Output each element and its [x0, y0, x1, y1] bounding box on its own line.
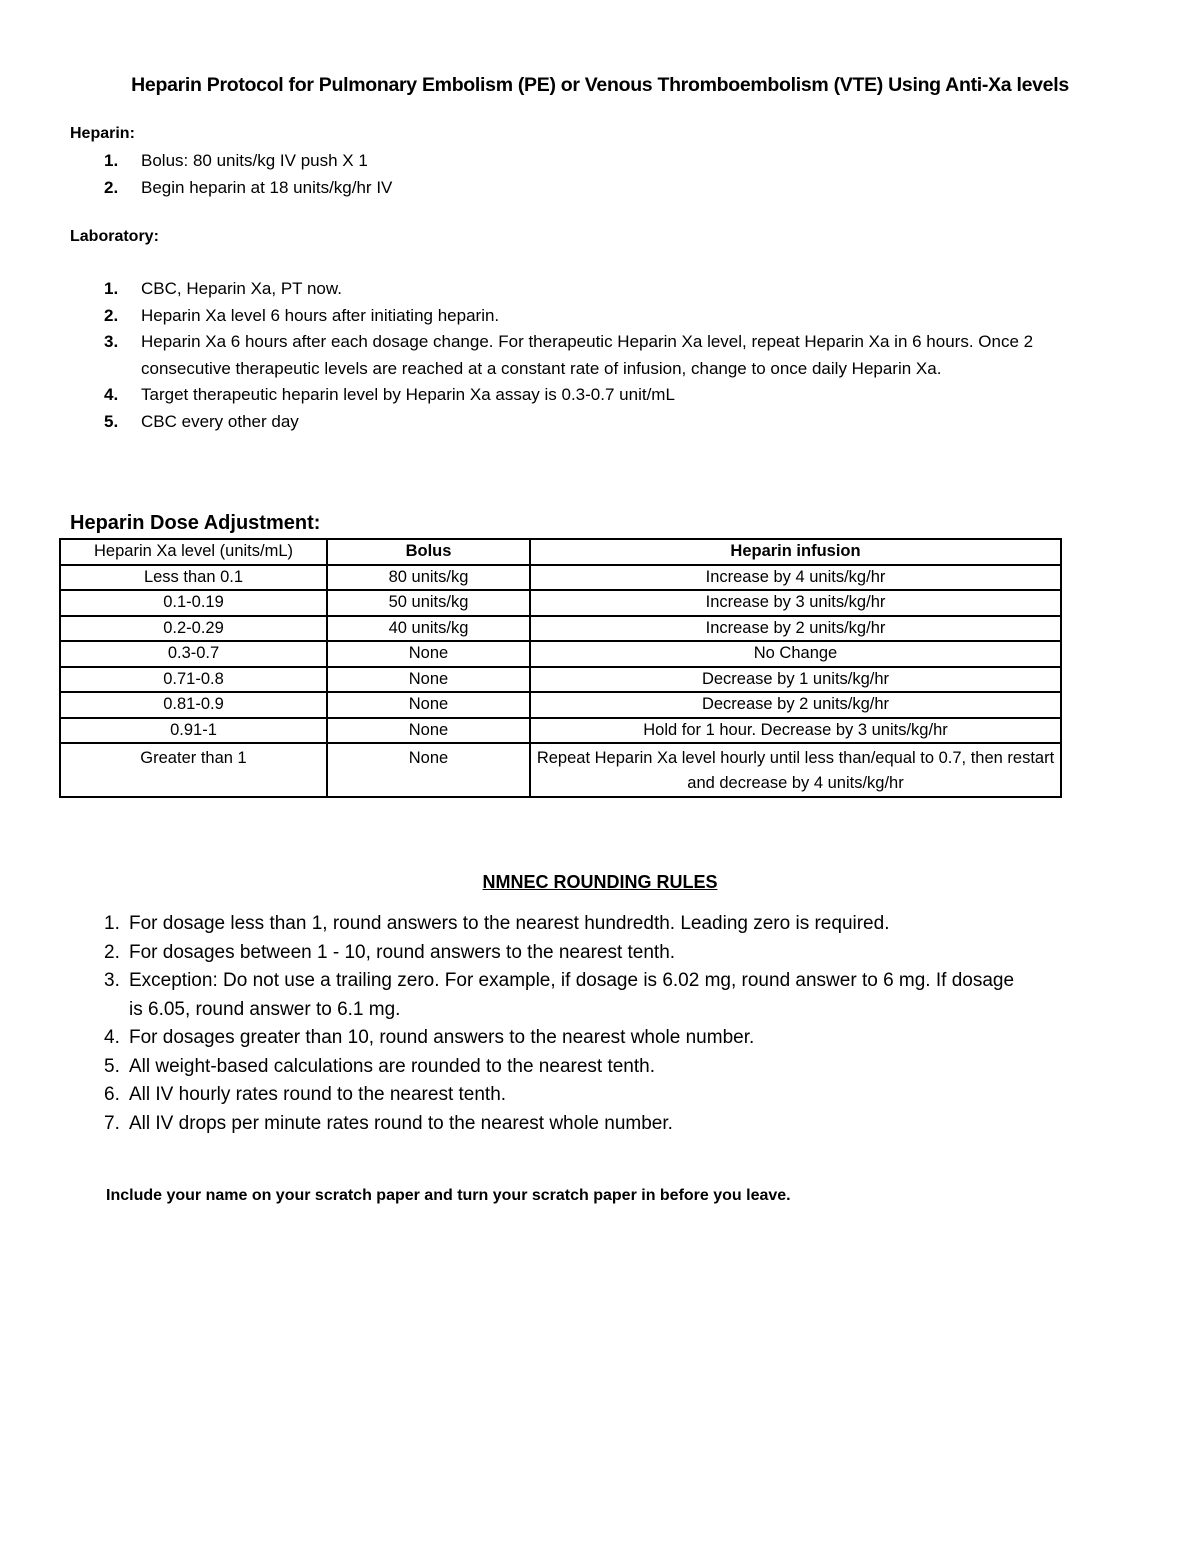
table-cell: Increase by 3 units/kg/hr [530, 590, 1061, 616]
list-text: All IV drops per minute rates round to the nearest whole number. [129, 1112, 673, 1134]
list-text: Begin heparin at 18 units/kg/hr IV [141, 177, 393, 197]
header-infusion: Heparin infusion [530, 539, 1061, 565]
list-number: 5. [104, 411, 119, 431]
list-number: 7. [104, 1112, 120, 1134]
table-cell: None [327, 692, 530, 718]
list-item [104, 1081, 1029, 1110]
table-cell: None [327, 667, 530, 693]
list-text: Heparin Xa level 6 hours after initiating heparin. [141, 305, 500, 325]
table-cell: None [327, 743, 530, 797]
table-cell: 0.91-1 [60, 718, 327, 744]
list-text: Bolus: 80 units/kg IV push X 1 [141, 151, 368, 170]
list-number: 2. [104, 941, 120, 963]
table-row [60, 641, 1061, 667]
laboratory-heading: Laboratory: [70, 228, 159, 245]
list-item [104, 967, 1029, 1024]
list-text: All weight-based calculations are rounded to the nearest tenth. [129, 1055, 655, 1077]
list-item [104, 1110, 1029, 1139]
list-number: 1. [104, 279, 119, 298]
heparin-list [104, 148, 1121, 201]
list-text: CBC, Heparin Xa, PT now. [141, 279, 342, 298]
table-cell: Hold for 1 hour. Decrease by 3 units/kg/hr [530, 718, 1061, 744]
list-text: Heparin Xa 6 hours after each dosage change. For therapeutic Heparin Xa level, repeat Heparin Xa in 6 hours. Once 2 consecutive therapeutic levels are reached at a constant rate of infusion, change to once daily Heparin Xa. [141, 332, 1034, 378]
list-item [104, 276, 1121, 303]
list-item [104, 939, 1029, 968]
table-cell: 0.3-0.7 [60, 641, 327, 667]
list-number: 1. [104, 913, 120, 934]
table-row [60, 616, 1061, 642]
table-cell: 80 units/kg [327, 565, 530, 591]
table-row [60, 743, 1061, 797]
list-number: 4. [104, 1027, 120, 1048]
table-cell: 0.71-0.8 [60, 667, 327, 693]
list-number: 2. [104, 305, 119, 325]
table-cell: No Change [530, 641, 1061, 667]
list-item [104, 1053, 1029, 1082]
table-cell: Decrease by 1 units/kg/hr [530, 667, 1061, 693]
list-text: Exception: Do not use a trailing zero. For example, if dosage is 6.02 mg, round answer to 6 mg. If dosage is 6.05, round answer to 6.1 mg. [129, 970, 1015, 1020]
list-number: 3. [104, 332, 119, 351]
heparin-heading: Heparin: [70, 125, 135, 142]
list-item [104, 382, 1121, 409]
list-number: 6. [104, 1084, 120, 1105]
header-xa-level: Heparin Xa level (units/mL) [60, 539, 327, 565]
laboratory-list [104, 276, 1121, 435]
table-header-row [60, 539, 1061, 565]
table-cell: 0.81-0.9 [60, 692, 327, 718]
table-row [60, 692, 1061, 718]
table-row [60, 667, 1061, 693]
table-cell: None [327, 641, 530, 667]
list-text: All IV hourly rates round to the nearest tenth. [129, 1084, 507, 1105]
table-cell: Increase by 2 units/kg/hr [530, 616, 1061, 642]
table-cell: Increase by 4 units/kg/hr [530, 565, 1061, 591]
list-text: CBC every other day [141, 411, 299, 431]
list-text: For dosages between 1 - 10, round answers to the nearest tenth. [129, 941, 676, 963]
list-item [104, 148, 1121, 175]
list-item [104, 1024, 1029, 1053]
table-cell: 40 units/kg [327, 616, 530, 642]
list-item [104, 910, 1029, 939]
table-cell: Decrease by 2 units/kg/hr [530, 692, 1061, 718]
list-item [104, 175, 1121, 202]
dose-adjustment-table [59, 538, 1062, 798]
list-item [104, 329, 1121, 382]
table-row [60, 718, 1061, 744]
table-cell: Less than 0.1 [60, 565, 327, 591]
table-cell: None [327, 718, 530, 744]
list-number: 3. [104, 970, 120, 991]
list-text: For dosage less than 1, round answers to the nearest hundredth. Leading zero is required. [129, 913, 890, 934]
list-number: 2. [104, 177, 119, 197]
dose-adjustment-title: Heparin Dose Adjustment: [70, 512, 321, 534]
table-cell: 50 units/kg [327, 590, 530, 616]
table-cell: 0.1-0.19 [60, 590, 327, 616]
table-row [60, 565, 1061, 591]
rounding-rules-title: NMNEC ROUNDING RULES [482, 872, 718, 892]
footer-note: Include your name on your scratch paper and turn your scratch paper in before you leave. [106, 1187, 791, 1204]
list-number: 5. [104, 1055, 120, 1077]
table-row [60, 590, 1061, 616]
list-item [104, 409, 1121, 436]
table-cell: 0.2-0.29 [60, 616, 327, 642]
table-cell: Greater than 1 [60, 743, 327, 797]
list-number: 1. [104, 151, 119, 170]
header-bolus: Bolus [327, 539, 530, 565]
list-number: 4. [104, 385, 119, 404]
list-text: For dosages greater than 10, round answers to the nearest whole number. [129, 1027, 755, 1048]
list-text: Target therapeutic heparin level by Heparin Xa assay is 0.3-0.7 unit/mL [141, 385, 675, 404]
table-cell: Repeat Heparin Xa level hourly until less than/equal to 0.7, then restart and decrease by 4 units/kg/hr [530, 743, 1061, 797]
rounding-rules-list [104, 910, 1029, 1138]
document-title: Heparin Protocol for Pulmonary Embolism (PE) or Venous Thromboembolism (VTE) Using Anti-Xa levels [131, 74, 1069, 96]
list-item [104, 303, 1121, 330]
